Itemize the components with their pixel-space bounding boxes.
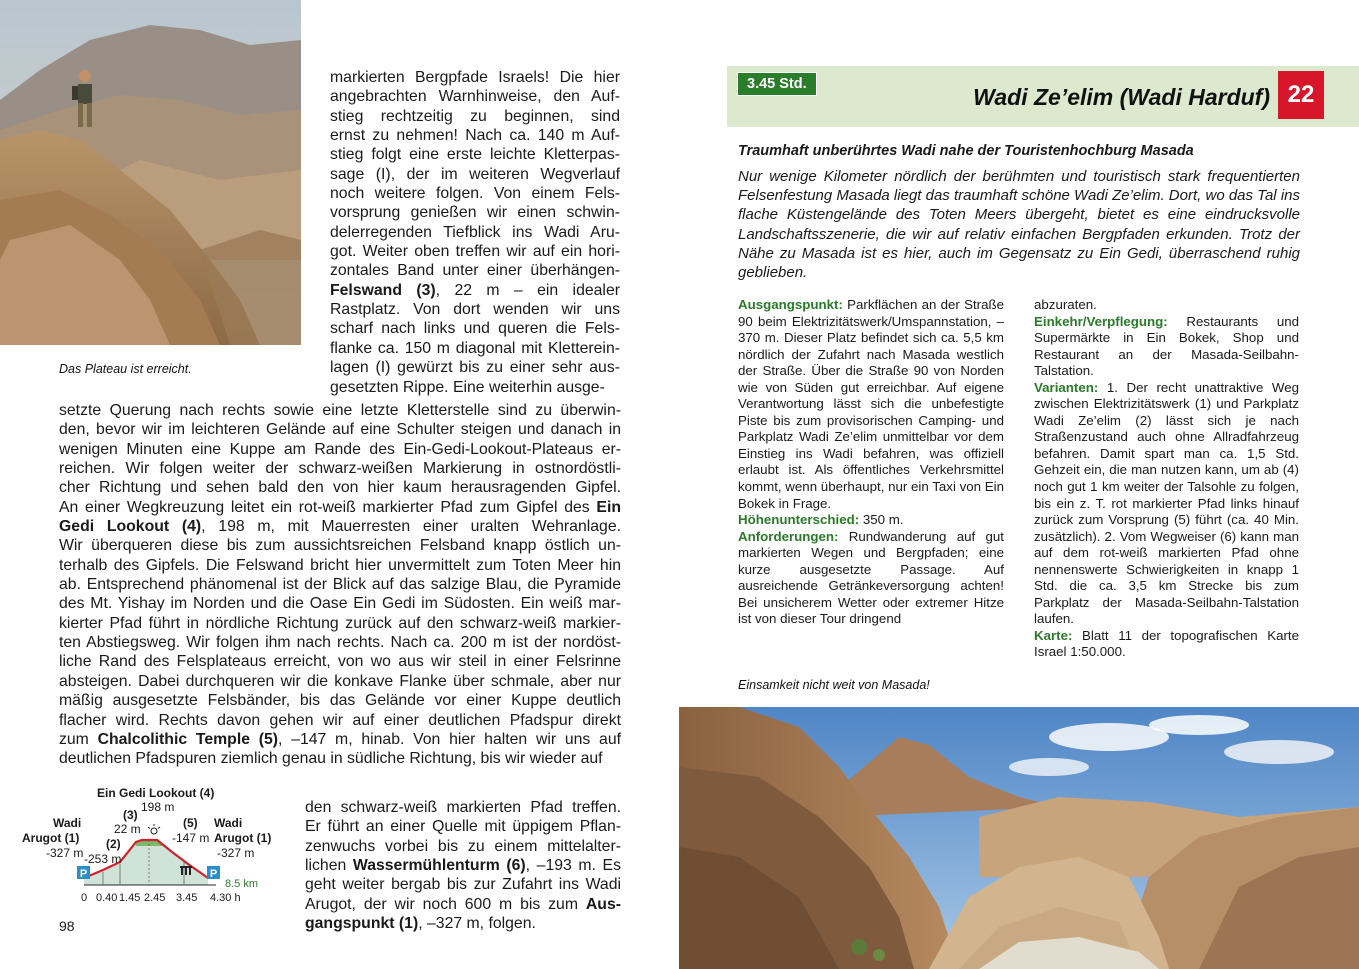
photo-wadi-zeelim	[679, 707, 1359, 969]
info-key: Höhenunterschied:	[738, 512, 860, 528]
profile-time-0: 0	[81, 892, 88, 904]
profile-end-name2: Arugot (1)	[214, 831, 272, 845]
text-line: Gedi Lookout (4), 198 m, mit Mauerresten einer uralten Wehranlage.	[59, 518, 621, 536]
info-entry: Karte: Blatt 11 der topografischen Karte Israel 1:50.000.	[1034, 627, 1299, 660]
body-text-wide	[59, 401, 621, 769]
info-key: Karte:	[1034, 627, 1073, 643]
text-line: Wir überqueren diese bis zum aussichtsreichen Felsband knapp östlich un-	[59, 537, 621, 555]
text-line: geht weiter bergab bis zur Zufahrt ins Wadi	[305, 876, 621, 894]
info-key: Ausgangspunkt:	[738, 297, 843, 312]
profile-end-name: Wadi	[214, 816, 243, 830]
text-line: des Mt. Yishay im Norden und die Oase Ein Gedi im Südosten. Ein weiß mar-	[59, 595, 621, 613]
page-number: 98	[59, 918, 75, 934]
info-key: Anforderungen:	[738, 528, 839, 544]
profile-start-alt: -327 m	[46, 846, 84, 860]
photo-caption-right: Einsamkeit nicht weit von Masada!	[738, 678, 930, 692]
elevation-profile	[20, 780, 300, 910]
text-line: terhalb des Gipfels. Die Felswand bricht hier unvermittelt zum Toten Meer hin	[59, 556, 621, 574]
text-line: absteigen. Dabei durchqueren wir die konkave Flanke über schmale, aber nur	[59, 672, 621, 690]
profile-wp3-label: (3)	[123, 808, 138, 822]
profile-wp2-label: (2)	[106, 837, 121, 851]
photo-plateau	[0, 0, 301, 345]
text-line: gesetzten Rippe. Eine weiterhin ausge-	[330, 378, 605, 396]
info-entry: Einkehr/Verpflegung: Restaurants und Supermärkte in Ein Bokek, Shop und Restaurant an der Masada-Seilbahn-Talstation.	[1034, 313, 1299, 379]
duration-badge: 3.45 Std.	[737, 72, 817, 96]
info-column-2	[1034, 297, 1299, 661]
parking-icon-start: P	[79, 868, 88, 880]
text-line: scharf nach links und queren die Fels-	[330, 320, 620, 338]
text-line: wenigen Minuten eine Kuppe am Rande des Ein-Gedi-Lookout-Plateaus er-	[59, 440, 621, 458]
info-entry: Ausgangspunkt: Parkflächen an der Straße 90 beim Elektrizitätswerk/Umspannstation, –370 m. Dieser Platz befindet sich ca. 5,5 km nördlich der Zufahrt nach Masada westlich der Straße. Über die Straße 90 von Norden wie von Süden gut erreichbar. Auf eigene Verantwortung lässt sich die unbefestigte Piste bis zum provisorischen Camping- und Parkplatz Wadi Ze’elim unmittelbar vor dem Einstieg ins Wadi befahren, was offiziell erlaubt ist. Als öffentliches Verkehrsmittel kommt, wenn überhaupt, nur ein Taxi von Ein Bokek in Frage.	[738, 297, 1004, 511]
text-line: lagen (I) gewürzt bis zu einer sehr aus-	[330, 359, 620, 377]
profile-wp5-alt: -147 m	[172, 831, 210, 845]
text-line: den, bevor wir im leichteren Gelände auf eine Schulter steigen und danach in	[59, 421, 621, 439]
text-line: gangspunkt (1), –327 m, folgen.	[305, 915, 536, 933]
info-lead: abzuraten.	[1034, 297, 1097, 312]
text-line: Arugot, der wir noch 600 m bis zum Aus-	[305, 895, 621, 913]
text-line: zum Chalcolithic Temple (5), –147 m, hinab. Von hier halten wir uns auf	[59, 730, 622, 748]
parking-icon-end: P	[209, 868, 218, 880]
info-entry: Höhenunterschied: 350 m.	[738, 512, 904, 528]
text-line: ten Abstiegsweg. Wir folgen ihm nach rechts. Nach ca. 200 m ist der nordöst-	[59, 634, 621, 652]
text-line: noch weitere folgen. Von einem Fels-	[330, 185, 620, 203]
tour-number-badge: 22	[1278, 71, 1324, 119]
text-line: flacher wird. Rechts davon gehen wir auf einer deutlichen Pfadspur direkt	[59, 711, 621, 729]
body-text-narrow	[330, 68, 620, 397]
profile-time-5: 4.30 h	[210, 892, 241, 904]
profile-time-2: 1.45	[119, 892, 141, 904]
profile-time-3: 2.45	[144, 892, 166, 904]
text-line: An einer Wegkreuzung leitet ein rot-weiß markierter Pfad zum Gipfel des Ein	[59, 498, 621, 516]
profile-time-4: 3.45	[176, 892, 198, 904]
text-line: Felswand (3), 22 m – ein idealer	[330, 281, 620, 299]
photo-caption-left: Das Plateau ist erreicht.	[59, 362, 192, 376]
text-line: zenwuchs vorbei bis zu einem mittelalter-	[305, 837, 621, 855]
profile-distance: 8.5 km	[225, 878, 259, 890]
text-line: deutlichen Pfadspuren ziemlich genau in südliche Richtung, bis wir wieder auf	[59, 750, 603, 768]
profile-wp3-alt: 22 m	[114, 822, 141, 836]
text-line: delerregenden Tiefblick ins Wadi Aru-	[330, 223, 620, 241]
text-line: Rastplatz. Von dort wenden wir uns	[330, 301, 620, 319]
text-line: zontales Band unter einer überhängen-	[330, 262, 620, 280]
text-line: angebrachten Warnhinweise, den Auf-	[330, 88, 620, 106]
text-line: reichen. Wir folgen weiter der schwarz-weißen Markierung in ostnordöstli-	[59, 460, 621, 478]
tour-title: Wadi Ze’elim (Wadi Harduf)	[973, 84, 1270, 110]
text-line: got. Weiter oben treffen wir auf ein hori-	[330, 243, 620, 261]
profile-end-alt: -327 m	[217, 846, 255, 860]
text-line: ab. Entsprechend phänomenal ist der Blick auf das salzige Blau, die Pyramide	[59, 576, 621, 594]
info-column-1	[738, 297, 1004, 628]
profile-peak-alt: 198 m	[141, 800, 175, 814]
text-line: stieg rechtzeitig zu beginnen, sind	[330, 107, 620, 125]
text-line: mäßig ausgesetzte Felsbänder, bis das Gelände vor einer Kuppe deutlich	[59, 692, 621, 710]
profile-peak-label: Ein Gedi Lookout (4)	[97, 786, 215, 800]
text-line: kierter Pfad führt in nördliche Richtung zurück auf den schwarz-weiß markier-	[59, 614, 621, 632]
tour-subtitle: Traumhaft unberührtes Wadi nahe der Touristenhochburg Masada	[738, 143, 1194, 159]
text-line: liche Rand des Felsplateaus erreicht, von wo aus wir steil in einer Felsrinne	[59, 653, 621, 671]
text-line: lichen Wassermühlenturm (6), –193 m. Es	[305, 857, 621, 875]
text-line: setzte Querung nach rechts sowie eine letzte Kletterstelle sind zu überwin-	[59, 402, 621, 419]
text-line: den schwarz-weiß markierten Pfad treffen.	[305, 799, 621, 816]
profile-time-1: 0.40	[96, 892, 118, 904]
text-line: cher Richtung und sehen bald den von hier kaum herausragenden Gipfel.	[59, 479, 621, 497]
info-key: Varianten:	[1034, 379, 1099, 395]
text-line: markierten Bergpfade Israels! Die hier	[330, 69, 620, 86]
text-line: ernst zu nehmen! Nach ca. 140 m Auf-	[330, 127, 620, 145]
text-line: vorsprung genießen wir einen schwin-	[330, 204, 620, 222]
profile-start-name: Wadi	[53, 816, 82, 830]
info-entry: Anforderungen: Rundwanderung auf gut markierten Wegen und Bergpfaden; eine kurze ausgesetzte Passage. Auf ausreichende Getränkeversorgung achten! Bei unsicherem Wetter oder extremer Hitze ist von dieser Tour dringend	[738, 528, 1004, 627]
info-entry: Varianten: 1. Der recht unattraktive Weg zwischen Elektrizitätswerk (1) und Parkplatz Wadi Ze’elim (2) lässt sich je nach Straßenzustand auch ohne Allradfahrzeug befahren. Damit spart man ca. 1,5 Std. Gehzeit ein, die man nutzen kann, um ab (4) noch gut 1 km weiter der Talsohle zu folgen, bis ein z. T. rot markierter Pfad links hinauf zurück zum Vorsprung (5) führt (ca. 40 Min. zusätzlich). 2. Vom Wegweiser (6) kann man auf dem rot-weiß markierten Pfad ohne nennenswerte Schwierigkeiten in knapp 1 Std. die ca. 3,5 km Strecke bis zum Parkplatz der Masada-Seilbahn-Talstation laufen.	[1034, 379, 1299, 627]
body-text-tail	[305, 798, 621, 933]
info-key: Einkehr/Verpflegung:	[1034, 313, 1168, 329]
profile-wp5-label: (5)	[183, 816, 198, 830]
text-line: stieg folgt eine erste leichte Kletterpas-	[330, 146, 620, 164]
profile-start-name2: Arugot (1)	[22, 831, 80, 845]
text-line: sage (I), der im weiteren Wegverlauf	[330, 165, 620, 183]
profile-wp2-alt: -253 m	[84, 852, 122, 866]
tour-intro: Nur wenige Kilometer nördlich der berühmten und touristisch stark frequentierten Felsenfestung Masada liegt das traumhaft schöne Wadi Ze’elim. Dort, wo das Tal ins flache Küstengelände des Toten Meers übergeht, bietet es eine eindrucksvolle Landschaftsszenerie, die wir auf relativ einfachen Bergpfaden erkunden. Trotz der Nähe zu Masada ist es hier, auch im Gegensatz zu Ein Gedi, überraschend ruhig geblieben.	[738, 168, 1300, 282]
text-line: Er führt an einer Quelle mit üppigem Pflan-	[305, 818, 621, 836]
text-line: flanke ca. 150 m diagonal mit Kletterein-	[330, 339, 620, 357]
